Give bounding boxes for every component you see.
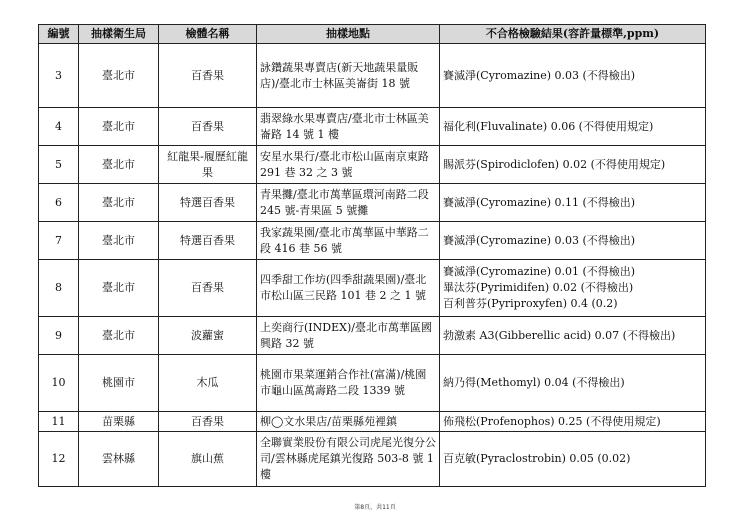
table-row	[39, 260, 706, 317]
header-result: 不合格檢驗結果(容許量標準,ppm)	[440, 25, 706, 44]
header-bureau: 抽樣衛生局	[79, 25, 159, 44]
table-row	[39, 108, 706, 146]
row-result	[440, 146, 706, 184]
result-line: 賜派芬(Spirodiclofen) 0.02 (不得使用規定)	[443, 157, 666, 171]
row-product: 特選百香果	[159, 184, 257, 222]
row-no: 7	[39, 222, 79, 260]
row-product: 木瓜	[159, 355, 257, 412]
table-row	[39, 355, 706, 412]
result-line: 賽滅淨(Cyromazine) 0.11 (不得檢出)	[443, 195, 636, 209]
row-location: 翡翠綠水果專賣店/臺北市士林區美崙路 14 號 1 樓	[257, 108, 440, 146]
row-product: 紅龍果-履歷紅龍果	[159, 146, 257, 184]
row-no: 9	[39, 317, 79, 355]
result-line: 佈飛松(Profenophos) 0.25 (不得使用規定)	[443, 414, 661, 428]
table-row	[39, 432, 706, 487]
table-row	[39, 44, 706, 108]
row-product: 旗山蕉	[159, 432, 257, 487]
row-product: 百香果	[159, 260, 257, 317]
row-no: 3	[39, 44, 79, 108]
row-product: 波蘿蜜	[159, 317, 257, 355]
table-header-row	[39, 25, 706, 44]
row-result	[440, 108, 706, 146]
row-location: 四季甜工作坊(四季甜蔬果園)/臺北市松山區三民路 101 巷 2 之 1 號	[257, 260, 440, 317]
row-bureau: 臺北市	[79, 108, 159, 146]
result-line: 納乃得(Methomyl) 0.04 (不得檢出)	[443, 376, 625, 389]
row-location: 上奕商行(INDEX)/臺北市萬華區國興路 32 號	[257, 317, 440, 355]
result-line: 勃激素 A3(Gibberellic acid) 0.07 (不得檢出)	[443, 328, 676, 342]
row-product: 百香果	[159, 412, 257, 432]
header-no: 編號	[39, 25, 79, 44]
inspection-results-table	[38, 24, 706, 487]
table-row	[39, 184, 706, 222]
result-line: 賽滅淨(Cyromazine) 0.01 (不得檢出)	[443, 265, 636, 278]
row-bureau: 臺北市	[79, 222, 159, 260]
row-bureau: 臺北市	[79, 44, 159, 108]
row-result	[440, 222, 706, 260]
row-result	[440, 432, 706, 487]
table-row	[39, 222, 706, 260]
result-line: 賽滅淨(Cyromazine) 0.03 (不得檢出)	[443, 233, 636, 247]
table-row	[39, 317, 706, 355]
row-bureau: 臺北市	[79, 260, 159, 317]
row-product: 百香果	[159, 44, 257, 108]
page-footer: 第8頁，共11頁	[354, 504, 396, 511]
row-product: 特選百香果	[159, 222, 257, 260]
row-product: 百香果	[159, 108, 257, 146]
row-bureau: 雲林縣	[79, 432, 159, 487]
row-bureau: 臺北市	[79, 146, 159, 184]
row-result	[440, 355, 706, 412]
row-bureau: 臺北市	[79, 317, 159, 355]
table-row	[39, 412, 706, 432]
row-result	[440, 184, 706, 222]
row-location: 青果攤/臺北市萬華區環河南路二段 245 號-青果區 5 號攤	[257, 184, 440, 222]
header-location: 抽樣地點	[257, 25, 440, 44]
row-bureau: 苗栗縣	[79, 412, 159, 432]
row-no: 5	[39, 146, 79, 184]
row-location: 柳◯文水果店/苗栗縣苑裡鎮	[257, 412, 440, 432]
row-result	[440, 260, 706, 317]
row-location: 詠鑽蔬果專賣店(新天地蔬果量販店)/臺北市士林區美崙街 18 號	[257, 44, 440, 108]
row-bureau: 臺北市	[79, 184, 159, 222]
row-no: 4	[39, 108, 79, 146]
row-location: 桃園市果菜運銷合作社(富滿)/桃園市龜山區萬壽路二段 1339 號	[257, 355, 440, 412]
result-line: 賽滅淨(Cyromazine) 0.03 (不得檢出)	[443, 68, 636, 82]
row-location: 安星水果行/臺北市松山區南京東路 291 巷 32 之 3 號	[257, 146, 440, 184]
row-location: 我家蔬果園/臺北市萬華區中華路二段 416 巷 56 號	[257, 222, 440, 260]
row-no: 10	[39, 355, 79, 412]
row-no: 11	[39, 412, 79, 432]
row-no: 8	[39, 260, 79, 317]
row-result	[440, 317, 706, 355]
result-line: 福化利(Fluvalinate) 0.06 (不得使用規定)	[443, 119, 654, 133]
result-line: 百克敏(Pyraclostrobin) 0.05 (0.02)	[443, 452, 631, 465]
row-no: 12	[39, 432, 79, 487]
header-product: 檢體名稱	[159, 25, 257, 44]
row-no: 6	[39, 184, 79, 222]
row-bureau: 桃園市	[79, 355, 159, 412]
row-result	[440, 412, 706, 432]
row-result	[440, 44, 706, 108]
row-location: 全聯實業股份有限公司虎尾光復分公司/雲林縣虎尾鎮光復路 503-8 號 1 樓	[257, 432, 440, 487]
result-line: 畢汰芬(Pyrimidifen) 0.02 (不得檢出)	[443, 281, 634, 294]
table-row	[39, 146, 706, 184]
result-line: 百利普芬(Pyriproxyfen) 0.4 (0.2)	[443, 297, 618, 310]
